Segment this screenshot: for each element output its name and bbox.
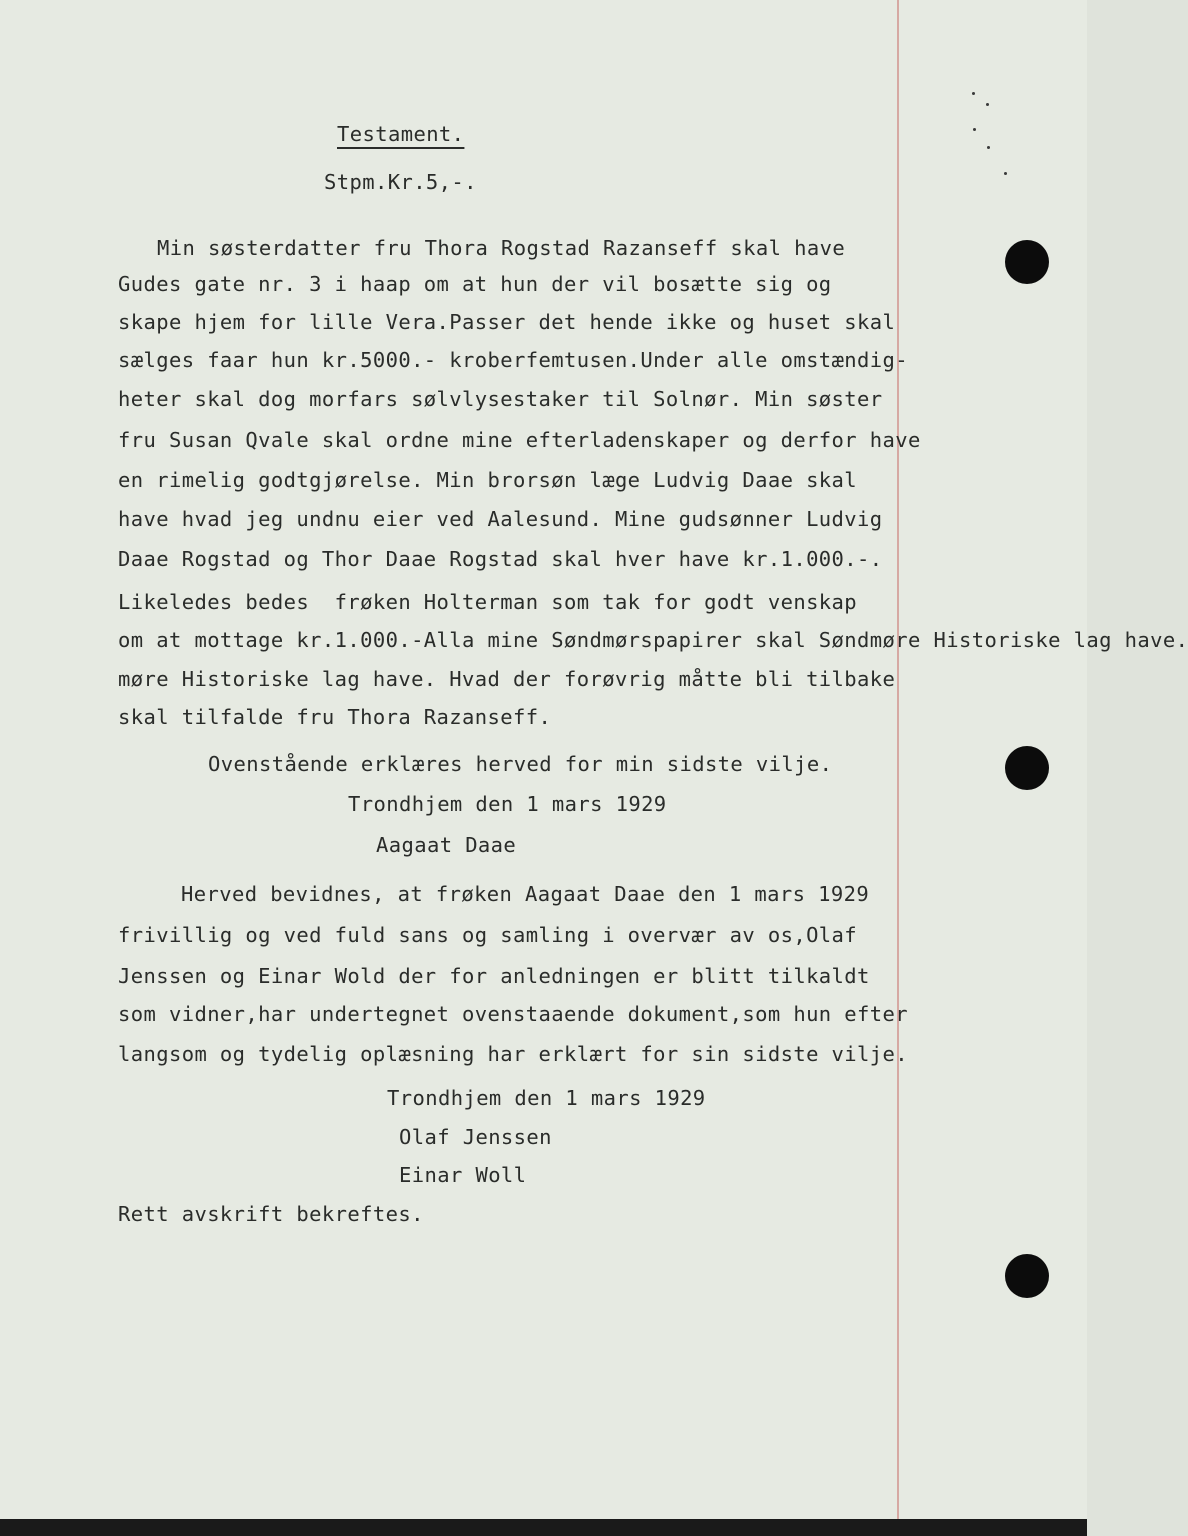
will-line: skal tilfalde fru Thora Razanseff. bbox=[118, 705, 552, 729]
stamp-duty: Stpm.Kr.5,-. bbox=[324, 170, 477, 194]
place-date: Trondhjem den 1 mars 1929 bbox=[387, 1086, 706, 1110]
witness-line: Jenssen og Einar Wold der for anledningen er blitt tilkaldt bbox=[118, 964, 870, 988]
scan-border bbox=[0, 1519, 1087, 1536]
will-line: Min søsterdatter fru Thora Rogstad Razanseff skal have bbox=[157, 236, 846, 260]
witness-line: frivillig og ved fuld sans og samling i overvær av os,Olaf bbox=[118, 923, 858, 947]
will-line: heter skal dog morfars sølvlysestaker til Solnør. Min søster bbox=[118, 387, 883, 411]
document-title: Testament. bbox=[337, 122, 465, 146]
ink-speck bbox=[973, 128, 976, 131]
red-margin-line bbox=[897, 0, 899, 1536]
witness-signature: Olaf Jenssen bbox=[399, 1125, 552, 1149]
certification: Rett avskrift bekreftes. bbox=[118, 1202, 424, 1226]
ink-speck bbox=[987, 146, 990, 149]
will-line: Daae Rogstad og Thor Daae Rogstad skal hver have kr.1.000.-. bbox=[118, 547, 883, 571]
ink-speck bbox=[1004, 172, 1007, 175]
will-line: om at mottage kr.1.000.-Alla mine Søndmørspapirer skal Søndmøre Historiske lag have. bbox=[118, 628, 1188, 652]
place-date: Trondhjem den 1 mars 1929 bbox=[348, 792, 667, 816]
witness-line: langsom og tydelig oplæsning har erklært for sin sidste vilje. bbox=[118, 1042, 909, 1066]
will-line: fru Susan Qvale skal ordne mine efterladenskaper og derfor have bbox=[118, 428, 921, 452]
will-line: møre Historiske lag have. Hvad der forøvrig måtte bli tilbake bbox=[118, 667, 896, 691]
punch-hole-middle bbox=[1005, 746, 1049, 790]
will-line: en rimelig godtgjørelse. Min brorsøn læge Ludvig Daae skal bbox=[118, 468, 858, 492]
will-line: Likeledes bedes frøken Holterman som tak for godt venskap bbox=[118, 590, 858, 614]
declaration: Ovenstående erklæres herved for min sidste vilje. bbox=[208, 752, 833, 776]
punch-hole-top bbox=[1005, 240, 1049, 284]
will-line: skape hjem for lille Vera.Passer det hende ikke og huset skal bbox=[118, 310, 896, 334]
punch-hole-bottom bbox=[1005, 1254, 1049, 1298]
will-line: have hvad jeg undnu eier ved Aalesund. Mine gudsønner Ludvig bbox=[118, 507, 883, 531]
ink-speck bbox=[986, 103, 989, 106]
will-line: Gudes gate nr. 3 i haap om at hun der vil bosætte sig og bbox=[118, 272, 832, 296]
testator-signature: Aagaat Daae bbox=[376, 833, 517, 857]
witness-signature: Einar Woll bbox=[399, 1163, 527, 1187]
will-line: sælges faar hun kr.5000.- kroberfemtusen.Under alle omstændig- bbox=[118, 348, 909, 372]
witness-line: som vidner,har undertegnet ovenstaaende dokument,som hun efter bbox=[118, 1002, 909, 1026]
ink-speck bbox=[972, 92, 975, 95]
witness-line: Herved bevidnes, at frøken Aagaat Daae den 1 mars 1929 bbox=[181, 882, 870, 906]
